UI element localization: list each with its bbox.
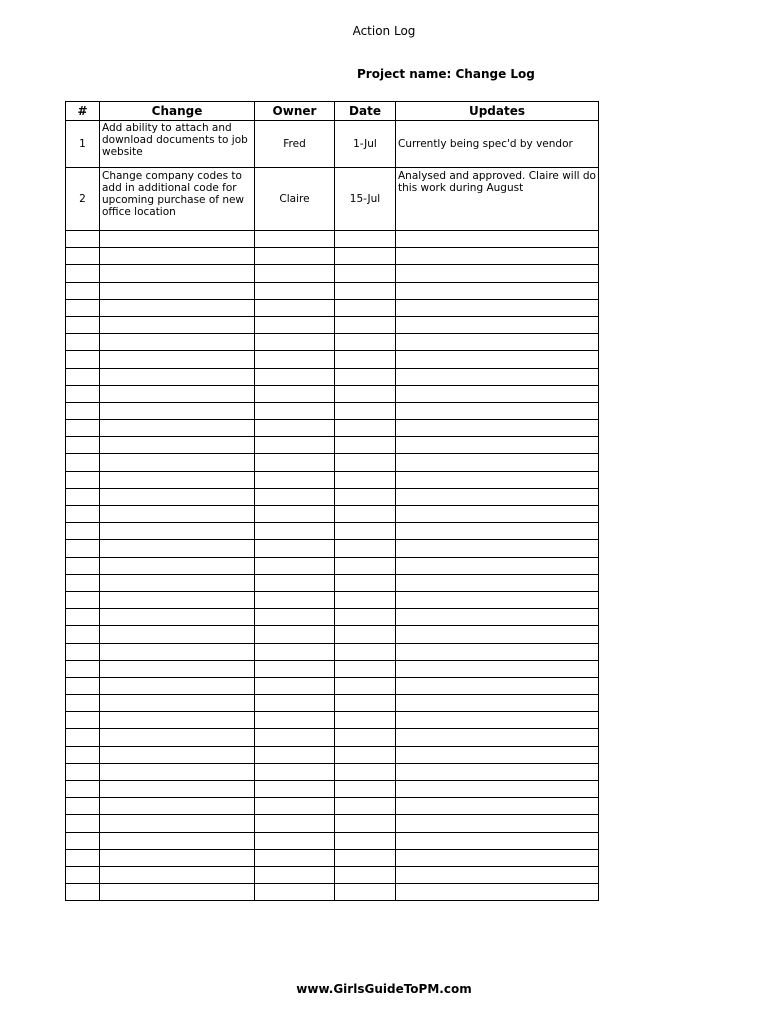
empty-cell xyxy=(66,540,100,557)
empty-cell xyxy=(335,471,396,488)
empty-cell xyxy=(100,626,255,643)
empty-cell xyxy=(255,351,335,368)
empty-cell xyxy=(255,231,335,248)
empty-cell xyxy=(255,832,335,849)
empty-cell xyxy=(335,316,396,333)
empty-cell xyxy=(396,729,599,746)
empty-cell xyxy=(66,781,100,798)
empty-table-row xyxy=(66,849,599,866)
column-header-owner: Owner xyxy=(255,102,335,121)
empty-cell xyxy=(255,609,335,626)
empty-table-row xyxy=(66,265,599,282)
empty-cell xyxy=(66,849,100,866)
empty-cell xyxy=(100,643,255,660)
empty-cell xyxy=(255,368,335,385)
empty-cell xyxy=(335,849,396,866)
empty-cell xyxy=(100,540,255,557)
empty-cell xyxy=(396,506,599,523)
empty-cell xyxy=(335,506,396,523)
empty-cell xyxy=(66,282,100,299)
empty-cell xyxy=(66,677,100,694)
empty-cell xyxy=(66,299,100,316)
empty-cell xyxy=(100,282,255,299)
empty-cell xyxy=(66,643,100,660)
empty-cell xyxy=(100,695,255,712)
empty-table-row xyxy=(66,316,599,333)
empty-cell xyxy=(255,299,335,316)
empty-table-row xyxy=(66,299,599,316)
empty-table-row xyxy=(66,866,599,883)
empty-cell xyxy=(66,316,100,333)
empty-cell xyxy=(66,402,100,419)
empty-cell xyxy=(255,849,335,866)
empty-cell xyxy=(396,437,599,454)
empty-cell xyxy=(396,677,599,694)
empty-cell xyxy=(396,832,599,849)
empty-cell xyxy=(396,574,599,591)
empty-cell xyxy=(335,798,396,815)
empty-cell xyxy=(66,385,100,402)
empty-table-row xyxy=(66,781,599,798)
empty-cell xyxy=(396,815,599,832)
column-header-date: Date xyxy=(335,102,396,121)
empty-table-row xyxy=(66,609,599,626)
empty-cell xyxy=(100,334,255,351)
empty-table-row xyxy=(66,591,599,608)
empty-table-row xyxy=(66,626,599,643)
empty-cell xyxy=(100,402,255,419)
empty-cell xyxy=(255,265,335,282)
empty-cell xyxy=(255,402,335,419)
empty-table-row xyxy=(66,334,599,351)
empty-cell xyxy=(396,798,599,815)
empty-cell xyxy=(396,557,599,574)
empty-cell xyxy=(66,763,100,780)
empty-cell xyxy=(396,540,599,557)
empty-cell xyxy=(66,815,100,832)
empty-cell xyxy=(100,506,255,523)
empty-cell xyxy=(335,265,396,282)
empty-cell xyxy=(100,712,255,729)
empty-cell xyxy=(335,282,396,299)
empty-cell xyxy=(100,368,255,385)
empty-table-row xyxy=(66,746,599,763)
empty-cell xyxy=(255,248,335,265)
empty-table-row xyxy=(66,815,599,832)
empty-cell xyxy=(100,832,255,849)
empty-cell xyxy=(255,591,335,608)
empty-cell xyxy=(66,832,100,849)
empty-cell xyxy=(100,420,255,437)
empty-cell xyxy=(255,866,335,883)
cell-date: 1-Jul xyxy=(335,121,396,168)
empty-table-row xyxy=(66,884,599,901)
empty-cell xyxy=(100,299,255,316)
empty-cell xyxy=(66,523,100,540)
empty-cell xyxy=(396,351,599,368)
empty-table-row xyxy=(66,574,599,591)
empty-cell xyxy=(335,643,396,660)
empty-cell xyxy=(335,540,396,557)
empty-cell xyxy=(100,763,255,780)
empty-cell xyxy=(335,866,396,883)
empty-cell xyxy=(335,385,396,402)
table-row xyxy=(66,121,599,168)
empty-cell xyxy=(335,832,396,849)
empty-cell xyxy=(255,746,335,763)
empty-cell xyxy=(396,712,599,729)
empty-cell xyxy=(100,798,255,815)
empty-cell xyxy=(396,884,599,901)
empty-cell xyxy=(255,763,335,780)
empty-cell xyxy=(335,402,396,419)
empty-cell xyxy=(100,316,255,333)
empty-cell xyxy=(66,591,100,608)
empty-cell xyxy=(396,626,599,643)
empty-cell xyxy=(66,265,100,282)
empty-cell xyxy=(66,248,100,265)
empty-cell xyxy=(335,574,396,591)
empty-cell xyxy=(335,781,396,798)
empty-table-row xyxy=(66,712,599,729)
empty-cell xyxy=(66,884,100,901)
empty-table-row xyxy=(66,832,599,849)
empty-cell xyxy=(255,334,335,351)
empty-cell xyxy=(100,248,255,265)
empty-cell xyxy=(396,334,599,351)
empty-cell xyxy=(335,660,396,677)
empty-cell xyxy=(100,591,255,608)
empty-cell xyxy=(396,781,599,798)
empty-cell xyxy=(335,299,396,316)
empty-cell xyxy=(255,437,335,454)
empty-table-row xyxy=(66,282,599,299)
empty-cell xyxy=(66,798,100,815)
empty-cell xyxy=(396,471,599,488)
empty-cell xyxy=(66,471,100,488)
empty-table-row xyxy=(66,471,599,488)
empty-table-row xyxy=(66,798,599,815)
empty-cell xyxy=(335,557,396,574)
empty-cell xyxy=(335,884,396,901)
empty-cell xyxy=(396,660,599,677)
empty-cell xyxy=(100,557,255,574)
empty-cell xyxy=(396,299,599,316)
empty-cell xyxy=(100,265,255,282)
cell-date: 15-Jul xyxy=(335,168,396,231)
empty-cell xyxy=(255,574,335,591)
document-title: Action Log xyxy=(352,24,416,38)
empty-cell xyxy=(396,385,599,402)
empty-cell xyxy=(255,643,335,660)
empty-cell xyxy=(66,351,100,368)
empty-cell xyxy=(66,231,100,248)
empty-cell xyxy=(335,609,396,626)
empty-table-row xyxy=(66,402,599,419)
cell-updates: Analysed and approved. Claire will do this work during August xyxy=(396,168,599,231)
empty-cell xyxy=(396,523,599,540)
empty-cell xyxy=(335,334,396,351)
empty-table-row xyxy=(66,420,599,437)
empty-cell xyxy=(335,420,396,437)
empty-cell xyxy=(66,729,100,746)
cell-change: Change company codes to add in additional code for upcoming purchase of new office location xyxy=(100,168,255,231)
empty-cell xyxy=(255,454,335,471)
empty-cell xyxy=(66,712,100,729)
empty-cell xyxy=(396,282,599,299)
empty-cell xyxy=(396,454,599,471)
empty-cell xyxy=(396,609,599,626)
empty-cell xyxy=(396,402,599,419)
empty-cell xyxy=(255,557,335,574)
empty-cell xyxy=(335,454,396,471)
column-header-change: Change xyxy=(100,102,255,121)
empty-cell xyxy=(255,729,335,746)
empty-cell xyxy=(255,695,335,712)
empty-cell xyxy=(66,368,100,385)
empty-table-row xyxy=(66,506,599,523)
empty-cell xyxy=(335,712,396,729)
empty-cell xyxy=(100,231,255,248)
empty-table-row xyxy=(66,540,599,557)
empty-cell xyxy=(335,231,396,248)
empty-cell xyxy=(335,523,396,540)
empty-cell xyxy=(66,695,100,712)
empty-table-row xyxy=(66,385,599,402)
empty-cell xyxy=(66,866,100,883)
empty-table-row xyxy=(66,557,599,574)
empty-cell xyxy=(255,540,335,557)
empty-cell xyxy=(255,385,335,402)
empty-cell xyxy=(335,677,396,694)
empty-cell xyxy=(66,660,100,677)
empty-cell xyxy=(335,695,396,712)
empty-cell xyxy=(100,609,255,626)
cell-owner: Fred xyxy=(255,121,335,168)
empty-cell xyxy=(396,488,599,505)
cell-updates: Currently being spec'd by vendor xyxy=(396,121,599,168)
empty-cell xyxy=(100,574,255,591)
empty-cell xyxy=(255,420,335,437)
empty-table-row xyxy=(66,231,599,248)
empty-cell xyxy=(66,420,100,437)
column-header-updates: Updates xyxy=(396,102,599,121)
column-header-num: # xyxy=(66,102,100,121)
empty-table-row xyxy=(66,488,599,505)
empty-cell xyxy=(66,626,100,643)
empty-table-row xyxy=(66,523,599,540)
empty-cell xyxy=(335,351,396,368)
empty-cell xyxy=(335,626,396,643)
empty-cell xyxy=(396,591,599,608)
empty-cell xyxy=(396,316,599,333)
empty-cell xyxy=(66,609,100,626)
empty-cell xyxy=(335,368,396,385)
empty-cell xyxy=(255,781,335,798)
empty-cell xyxy=(255,506,335,523)
empty-cell xyxy=(66,557,100,574)
empty-table-row xyxy=(66,454,599,471)
empty-cell xyxy=(255,712,335,729)
empty-cell xyxy=(100,488,255,505)
empty-cell xyxy=(255,798,335,815)
empty-cell xyxy=(255,626,335,643)
empty-cell xyxy=(396,420,599,437)
empty-cell xyxy=(396,368,599,385)
empty-cell xyxy=(100,815,255,832)
empty-table-row xyxy=(66,677,599,694)
empty-cell xyxy=(66,437,100,454)
empty-cell xyxy=(100,746,255,763)
empty-cell xyxy=(255,488,335,505)
empty-table-row xyxy=(66,763,599,780)
change-log-table xyxy=(65,101,599,901)
empty-cell xyxy=(255,660,335,677)
empty-cell xyxy=(100,781,255,798)
empty-cell xyxy=(100,385,255,402)
empty-cell xyxy=(335,763,396,780)
empty-cell xyxy=(396,231,599,248)
empty-cell xyxy=(100,729,255,746)
cell-num: 1 xyxy=(66,121,100,168)
empty-cell xyxy=(100,351,255,368)
empty-cell xyxy=(255,884,335,901)
empty-cell xyxy=(396,643,599,660)
empty-table-row xyxy=(66,351,599,368)
empty-cell xyxy=(335,815,396,832)
empty-table-row xyxy=(66,695,599,712)
project-name: Project name: Change Log xyxy=(357,67,535,81)
empty-cell xyxy=(66,454,100,471)
table-header-row xyxy=(66,102,599,121)
empty-cell xyxy=(396,746,599,763)
empty-cell xyxy=(100,866,255,883)
empty-table-row xyxy=(66,660,599,677)
empty-cell xyxy=(100,471,255,488)
empty-cell xyxy=(255,471,335,488)
cell-change: Add ability to attach and download documents to job website xyxy=(100,121,255,168)
empty-cell xyxy=(255,815,335,832)
empty-table-row xyxy=(66,368,599,385)
empty-cell xyxy=(255,677,335,694)
empty-cell xyxy=(335,729,396,746)
cell-num: 2 xyxy=(66,168,100,231)
empty-table-row xyxy=(66,643,599,660)
empty-cell xyxy=(396,248,599,265)
empty-cell xyxy=(255,282,335,299)
empty-cell xyxy=(396,763,599,780)
table-row xyxy=(66,168,599,231)
empty-cell xyxy=(66,574,100,591)
empty-cell xyxy=(66,506,100,523)
empty-cell xyxy=(255,316,335,333)
empty-cell xyxy=(335,488,396,505)
empty-cell xyxy=(66,334,100,351)
empty-table-row xyxy=(66,248,599,265)
cell-owner: Claire xyxy=(255,168,335,231)
empty-cell xyxy=(396,695,599,712)
empty-cell xyxy=(100,437,255,454)
empty-cell xyxy=(335,746,396,763)
empty-cell xyxy=(100,849,255,866)
empty-cell xyxy=(396,265,599,282)
empty-cell xyxy=(66,746,100,763)
empty-cell xyxy=(396,866,599,883)
empty-cell xyxy=(100,677,255,694)
empty-cell xyxy=(396,849,599,866)
empty-cell xyxy=(335,437,396,454)
empty-table-row xyxy=(66,437,599,454)
empty-cell xyxy=(100,523,255,540)
footer-website: www.GirlsGuideToPM.com xyxy=(296,982,472,996)
empty-cell xyxy=(335,248,396,265)
empty-cell xyxy=(66,488,100,505)
empty-cell xyxy=(255,523,335,540)
empty-cell xyxy=(100,454,255,471)
empty-cell xyxy=(100,660,255,677)
empty-cell xyxy=(335,591,396,608)
empty-cell xyxy=(100,884,255,901)
empty-table-row xyxy=(66,729,599,746)
